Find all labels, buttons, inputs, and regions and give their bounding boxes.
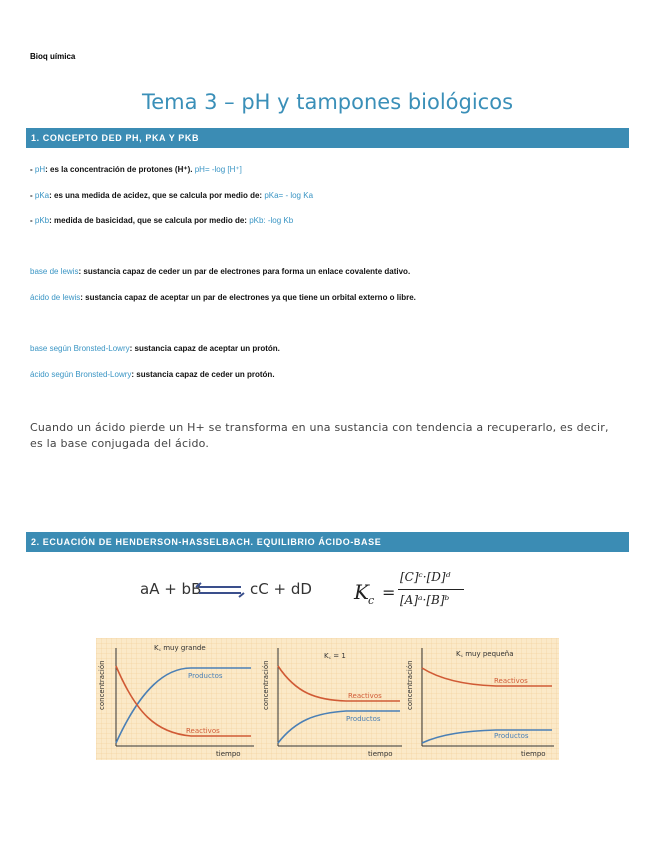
- bottom-curve-label: Reactivos: [186, 727, 220, 735]
- top-curve-label: Reactivos: [348, 692, 382, 700]
- reaction-products: cC + dD: [250, 580, 312, 598]
- y-axis-label: concentración: [262, 660, 270, 710]
- panel-title: K꜀ muy pequeña: [456, 650, 514, 658]
- panel-title: K꜀ = 1: [324, 652, 346, 660]
- bottom-curve-label: Productos: [494, 732, 529, 740]
- reaction-reactants: aA + bB: [140, 580, 202, 598]
- conjugate-base-paragraph: Cuando un ácido pierde un H+ se transforma en una sustancia con tendencia a recuperarlo, es decir, es la base conjugada del ácido.: [30, 421, 609, 450]
- definition-ph: - pH: es la concentración de protones (H⁺). pH= -log [H⁺]: [30, 165, 242, 174]
- x-axis-label: tiempo: [216, 750, 241, 758]
- definition-base-bronsted: base según Bronsted-Lowry: sustancia capaz de aceptar un protón.: [30, 344, 280, 353]
- document-header: Bioq uímica: [30, 52, 76, 61]
- bottom-curve-label: Productos: [346, 715, 381, 723]
- y-axis-label: concentración: [406, 660, 414, 710]
- panel-title: K꜀ muy grande: [154, 644, 206, 652]
- top-curve-label: Productos: [188, 672, 223, 680]
- definition-acido-lewis: ácido de lewis: sustancia capaz de aceptar un par de electrones ya que tiene un orbital externo o libre.: [30, 293, 416, 302]
- definition-pkb: - pKb: medida de basicidad, que se calcula por medio de: pKb: -log Kb: [30, 216, 294, 225]
- page-title: Tema 3 – pH y tampones biológicos: [141, 90, 514, 114]
- equilibrium-arrows-icon: [195, 582, 245, 598]
- y-axis-label: concentración: [98, 660, 106, 710]
- section-1-heading: 1. CONCEPTO DED PH, PKA Y PKB: [26, 128, 629, 148]
- definition-base-lewis: base de lewis: sustancia capaz de ceder un par de electrones para forma un enlace covalente dativo.: [30, 267, 411, 276]
- definition-pka: - pKa: es una medida de acidez, que se calcula por medio de: pKa= - log Ka: [30, 191, 314, 200]
- equilibrium-graphs: [96, 638, 559, 760]
- section-2-heading: 2. ECUACIÓN DE HENDERSON-HASSELBACH. EQUILIBRIO ÁCIDO-BASE: [26, 532, 629, 552]
- definition-acido-bronsted: ácido según Bronsted-Lowry: sustancia capaz de ceder un protón.: [30, 370, 275, 379]
- top-curve-label: Reactivos: [494, 677, 528, 685]
- x-axis-label: tiempo: [521, 750, 546, 758]
- x-axis-label: tiempo: [368, 750, 393, 758]
